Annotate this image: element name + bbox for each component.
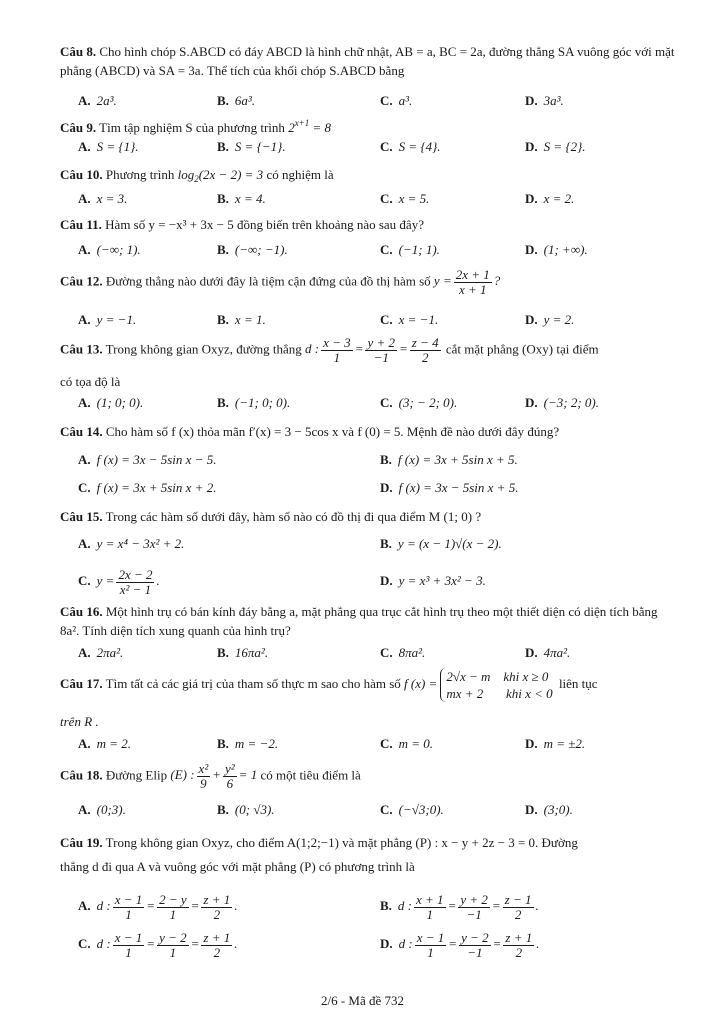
- option-c[interactable]: C. S = {4}.: [380, 139, 441, 154]
- option-d[interactable]: D. (−3; 2; 0).: [525, 395, 599, 410]
- question-number: Câu 18.: [60, 767, 103, 783]
- option-a[interactable]: A. m = 2.: [78, 736, 132, 751]
- question-text: Cho hình chóp S.ABCD có đáy ABCD là hình chữ nhật, AB = a, BC = 2a, đường thẳng SA vuông góc với mặt phẳng (ABCD) và SA = 3a. Thể tích của khối chóp S.ABCD bằng: [60, 44, 675, 78]
- question-number: Câu 9.: [60, 120, 97, 135]
- equation: $\log_2(2x - 2) = 3$: [177, 167, 264, 184]
- question-text: Đường thẳng nào dưới đây là tiệm cận đứng của đồ thị hàm số: [105, 273, 431, 289]
- option-c[interactable]: C. (−√3;0).: [380, 802, 444, 817]
- option-c[interactable]: C. d : $\frac{x - 1}{1}$ = $\frac{y - 2}{1}$ = $\frac{z + 1}{2}$ .: [78, 929, 238, 960]
- option-b[interactable]: B. d : $\frac{x + 1}{1}$ = $\frac{y + 2}{-1}$ = $\frac{z - 1}{2}$ .: [380, 891, 539, 922]
- question-text: Hàm số y = −x³ + 3x − 5 đồng biến trên khoảng nào sau đây?: [105, 217, 424, 232]
- question-text: Cho hàm số f (x) thỏa mãn f′(x) = 3 − 5cos x và f (0) = 5. Mệnh đề nào dưới đây đúng?: [105, 424, 560, 439]
- option-d[interactable]: D. y = x³ + 3x² − 3.: [380, 573, 486, 588]
- question-15-options-row1: [60, 534, 680, 554]
- option-d[interactable]: D. (1; +∞).: [525, 242, 588, 257]
- question-15: [60, 507, 675, 526]
- question-11-options: [60, 240, 680, 260]
- question-14-options-row1: [60, 450, 680, 470]
- option-b[interactable]: B. 6a³.: [217, 93, 256, 108]
- ellipse-equation: (E) : $\frac{\text{x²}}{9}$ + $\frac{\text{y²}}{6}$ = 1: [170, 761, 258, 791]
- question-number: Câu 10.: [60, 167, 103, 182]
- option-b[interactable]: B. (−1; 0; 0).: [217, 395, 291, 410]
- question-16-options: [60, 643, 680, 663]
- option-b[interactable]: B. y = (x − 1)√(x − 2).: [380, 536, 502, 551]
- line-equation: d : $\frac{x - 3}{1}$ = $\frac{y + 2}{-1}$ = $\frac{z - 4}{2}$: [305, 335, 439, 365]
- question-number: Câu 11.: [60, 217, 102, 232]
- question-19-continuation: thẳng d đi qua A và vuông góc với mặt phẳng (P) có phương trình là: [60, 859, 415, 874]
- option-b[interactable]: B. m = −2.: [217, 736, 279, 751]
- question-9: [60, 114, 675, 137]
- option-a[interactable]: A. S = {1}.: [78, 139, 139, 154]
- option-a[interactable]: A. f (x) = 3x − 5sin x − 5.: [78, 452, 217, 467]
- question-13-options: [60, 393, 680, 413]
- question-number: Câu 14.: [60, 424, 103, 439]
- option-b[interactable]: B. x = 4.: [217, 191, 266, 206]
- question-number: Câu 17.: [60, 675, 103, 691]
- option-c[interactable]: C. y = $\frac{2x - 2}{\text{x² − 1}}$ .: [78, 566, 160, 597]
- option-a[interactable]: A. 2πa².: [78, 645, 124, 660]
- option-b[interactable]: B. S = {−1}.: [217, 139, 286, 154]
- question-number: Câu 13.: [60, 341, 103, 357]
- option-a[interactable]: A. y = x⁴ − 3x² + 2.: [78, 536, 185, 551]
- question-number: Câu 16.: [60, 604, 103, 619]
- question-17: Câu 17. Tìm tất cả các giá trị của tham số thực m sao cho hàm số f (x) = 2√x − m khi x ≥ 0 mx + 2 khi x < 0 liên tục: [60, 669, 598, 701]
- question-text: Trong không gian Oxyz, cho điểm A(1;2;−1) và mặt phẳng (P) : x − y + 2z − 3 = 0. Đường: [105, 835, 578, 850]
- question-19-options-row1: [60, 890, 680, 922]
- option-c[interactable]: C. x = 5.: [380, 191, 430, 206]
- option-d[interactable]: D. 4πa².: [525, 645, 571, 660]
- option-c[interactable]: C. f (x) = 3x + 5sin x + 2.: [78, 480, 217, 495]
- option-c[interactable]: C. 8πa².: [380, 645, 426, 660]
- question-number: Câu 19.: [60, 835, 103, 850]
- question-15-options-row2: [60, 566, 680, 596]
- question-19: [60, 833, 675, 852]
- question-17-options: [60, 734, 680, 754]
- question-text: Tìm tập nghiệm S của phương trình: [99, 120, 285, 135]
- function-expression: y = $\frac{2x + 1}{x + 1}$ ?: [433, 267, 501, 297]
- question-19-options-row2: [60, 928, 680, 960]
- option-a[interactable]: A. 2a³.: [78, 93, 117, 108]
- option-b[interactable]: B. (−∞; −1).: [217, 242, 288, 257]
- question-10: Câu 10. Phương trình $\log_2(2x - 2) = 3$ có nghiệm là: [60, 167, 334, 184]
- question-8-options: [60, 91, 680, 111]
- option-c[interactable]: C. m = 0.: [380, 736, 434, 751]
- option-c[interactable]: C. (3; − 2; 0).: [380, 395, 458, 410]
- option-a[interactable]: A. (0;3).: [78, 802, 126, 817]
- option-d[interactable]: D. m = ±2.: [525, 736, 586, 751]
- equation: $2^{x+1} = 8$: [288, 118, 332, 135]
- option-a[interactable]: A. d : $\frac{x - 1}{1}$ = $\frac{2 - y}{1}$ = $\frac{z + 1}{2}$ .: [78, 891, 238, 922]
- question-text: Một hình trụ có bán kính đáy bằng a, mặt phẳng qua trục cắt hình trụ theo một thiết diện có diện tích bằng 8a². Tính diện tích xung quanh của hình trụ?: [60, 604, 658, 638]
- question-8: [60, 42, 675, 80]
- option-b[interactable]: B. 16πa².: [217, 645, 269, 660]
- option-a[interactable]: A. (−∞; 1).: [78, 242, 141, 257]
- option-b[interactable]: B. f (x) = 3x + 5sin x + 5.: [380, 452, 518, 467]
- question-number: Câu 8.: [60, 44, 97, 59]
- option-a[interactable]: A. (1; 0; 0).: [78, 395, 144, 410]
- question-text: Đường Elip: [105, 767, 168, 783]
- question-text: Trong các hàm số dưới đây, hàm số nào có đồ thị đi qua điểm M (1; 0) ?: [105, 509, 482, 524]
- question-text: Phương trình: [105, 167, 175, 182]
- question-16: [60, 602, 675, 640]
- option-d[interactable]: D. 3a³.: [525, 93, 564, 108]
- question-text: Trong không gian Oxyz, đường thẳng: [105, 341, 302, 357]
- question-text: Tìm tất cả các giá trị của tham số thực m sao cho hàm số: [105, 675, 401, 691]
- option-a[interactable]: A. y = −1.: [78, 312, 137, 327]
- question-number: Câu 12.: [60, 273, 103, 289]
- question-12-options: [60, 310, 680, 330]
- option-b[interactable]: B. x = 1.: [217, 312, 266, 327]
- question-14: [60, 422, 675, 441]
- page-footer: 2/6 - Mã đề 732: [320, 993, 405, 1008]
- option-a[interactable]: A. x = 3.: [78, 191, 128, 206]
- question-number: Câu 15.: [60, 509, 103, 524]
- option-c[interactable]: C. (−1; 1).: [380, 242, 440, 257]
- option-d[interactable]: D. S = {2}.: [525, 139, 586, 154]
- option-d[interactable]: D. x = 2.: [525, 191, 575, 206]
- option-c[interactable]: C. a³.: [380, 93, 413, 108]
- option-d[interactable]: D. (3;0).: [525, 802, 573, 817]
- question-17-continuation: trên R .: [60, 714, 99, 729]
- question-18-options: [60, 800, 680, 820]
- question-12: [60, 268, 675, 297]
- option-c[interactable]: C. x = −1.: [380, 312, 439, 327]
- question-13-continuation: có tọa độ là: [60, 374, 121, 389]
- option-d[interactable]: D. f (x) = 3x − 5sin x + 5.: [380, 480, 519, 495]
- option-b[interactable]: B. (0; √3).: [217, 802, 275, 817]
- option-d[interactable]: D. y = 2.: [525, 312, 575, 327]
- question-10-options: [60, 189, 680, 209]
- question-9-options: [60, 137, 680, 157]
- piecewise-function: f (x) = 2√x − m khi x ≥ 0 mx + 2 khi x < 0: [404, 669, 553, 701]
- question-13: Câu 13. Trong không gian Oxyz, đường thẳng d : $\frac{x - 3}{1}$ = $\frac{y + 2}{-1}$ = $\frac{z - 4}{2}$ cắt mặt phẳng (Oxy) tại điểm: [60, 335, 599, 365]
- option-d[interactable]: D. d : $\frac{x - 1}{1}$ = $\frac{y - 2}{-1}$ = $\frac{z + 1}{2}$ .: [380, 929, 540, 960]
- question-11: [60, 215, 675, 234]
- question-14-options-row2: [60, 478, 680, 498]
- question-18: Câu 18. Đường Elip (E) : $\frac{\text{x²}}{9}$ + $\frac{\text{y²}}{6}$ = 1 có một tiêu điểm là: [60, 761, 361, 791]
